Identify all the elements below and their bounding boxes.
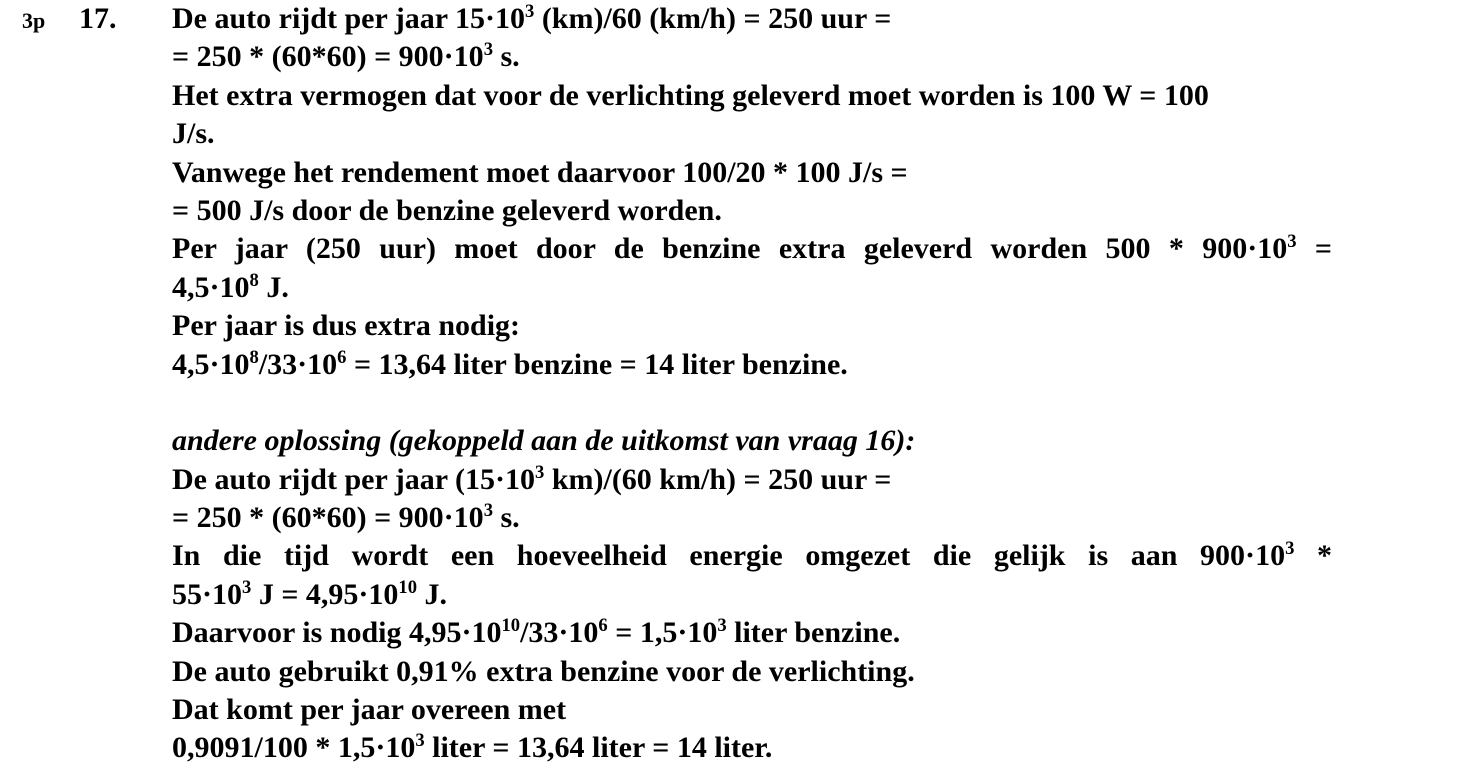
answer-line: Per jaar (250 uur) moet door de benzine extra geleverd worden $500 * 900\cdot 10^3$ = [172, 231, 1332, 266]
exponent: 8 [249, 346, 259, 368]
answer-line: $4,5\cdot 10^8$ J. [172, 269, 289, 304]
answer-line: In die tijd wordt een hoeveelheid energie omgezet die gelijk is aan $900\cdot 10^3$ * [172, 538, 1333, 573]
exponent: 3 [525, 0, 535, 22]
answer-line: = $250 * (60*60) = 900\cdot 10^3$ s. [172, 499, 520, 535]
answer-line: J/s. [172, 117, 215, 151]
exponent: 3 [483, 499, 493, 521]
answer-line: = $250 * (60*60) = 900\cdot 10^3$ s. [172, 39, 520, 74]
exponent: 3 [717, 615, 727, 637]
exponent: 10 [501, 615, 521, 637]
exponent: 3 [415, 730, 425, 752]
exponent: 3 [535, 461, 545, 483]
answer-line: De auto gebruikt 0,91% extra benzine voor de verlichting. [172, 654, 915, 688]
answer-line: Het extra vermogen dat voor de verlichting geleverd moet worden is 100 W = 100 [172, 78, 1209, 112]
exponent: 3 [242, 576, 252, 598]
exponent: 3 [1287, 231, 1297, 253]
answer-line: Per jaar is dus extra nodig: [172, 309, 521, 343]
exponent: 6 [337, 346, 347, 368]
answer-line: De auto rijdt per jaar ($15\cdot 10^3$ km)/(60 km/h) = 250 uur = [172, 461, 892, 496]
answer-line: Daarvoor is nodig $4,95\cdot 10^{10}/33\cdot 10^6 = 1,5\cdot 10^3$ liter benzine. [172, 615, 901, 650]
exponent: 6 [598, 615, 608, 637]
answer-line: $55\cdot 10^3$ $J = 4,95\cdot 10^{10}$ J. [172, 576, 448, 611]
exponent: 3 [1285, 538, 1295, 560]
exponent: 10 [398, 576, 418, 598]
answer-line: $0,9091/100 * 1,5\cdot 10^3$ liter = 13,64 liter = 14 liter. [172, 730, 773, 765]
answer-line: = 500 J/s door de benzine geleverd worden. [172, 193, 722, 227]
answer-line: $4,5\cdot 10^8/33\cdot 10^6 = 13,64$ liter benzine = 14 liter benzine. [172, 346, 848, 381]
answer-line: andere oplossing (gekoppeld aan de uitkomst van vraag 16): [172, 424, 916, 458]
exponent: 3 [483, 39, 493, 61]
answer-line: Dat komt per jaar overeen met [172, 693, 567, 727]
answer-line: De auto rijdt per jaar $15\cdot 10^3$ (km)/60 (km/h) = 250 uur = [172, 0, 892, 35]
answer-body [172, 0, 1332, 768]
points-label: 3p [22, 8, 46, 33]
answer-line: Vanwege het rendement moet daarvoor 100/20 * 100 J/s = [172, 155, 908, 189]
answer-line [172, 384, 1332, 422]
question-number: 17. [79, 2, 117, 35]
exponent: 8 [249, 269, 259, 291]
